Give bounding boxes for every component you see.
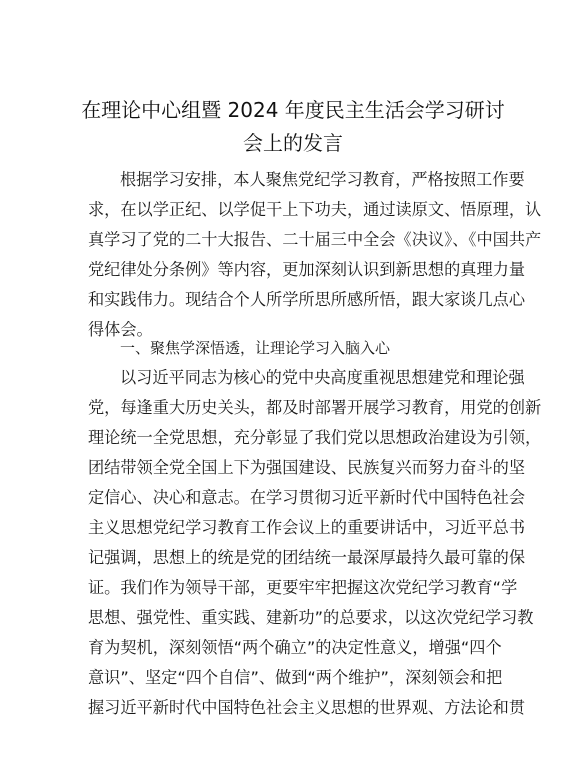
document-title-line-2: 会上的发言: [243, 131, 343, 155]
paragraph-line: 团结带领全党全国上下为强国建设、民族复兴而努力奋斗的坚: [88, 458, 526, 477]
paragraph-line: 求，在以学正纪、以学促干上下功夫，通过读原文、悟原理，认: [88, 200, 542, 219]
paragraph-line: 主义思想党纪学习教育工作会议上的重要讲话中，习近平总书: [88, 518, 526, 537]
paragraph-line: 党，每逢重大历史关头，都及时部署开展学习教育，用党的创新: [88, 398, 542, 417]
paragraph-line: 党纪律处分条例》等内容，更加深刻认识到新思想的真理力量: [88, 260, 526, 279]
paragraph-line: 根据学习安排，本人聚焦党纪学习教育，严格按照工作要: [120, 170, 525, 189]
document-title-line-1: 在理论中心组暨 2024 年度民主生活会学习研讨: [81, 98, 505, 122]
paragraph-line: 证。我们作为领导干部，更要牢牢把握这次党纪学习教育“学: [88, 578, 518, 597]
paragraph-line: 得体会。: [88, 320, 153, 339]
paragraph-line: 记强调，思想上的统是党的团结统一最深厚最持久最可靠的保: [88, 548, 526, 567]
paragraph-line: 意识”、坚定“四个自信”、做到“两个维护”，深刻领会和把: [88, 668, 503, 687]
paragraph-line: 和实践伟力。现结合个人所学所思所感所悟，跟大家谈几点心: [88, 290, 526, 309]
paragraph-line: 思想、强党性、重实践、建新功”的总要求，以这次党纪学习教: [88, 608, 534, 627]
paragraph-line: 以习近平同志为核心的党中央高度重视思想建党和理论强: [120, 368, 525, 387]
paragraph-line: 理论统一全党思想，充分彰显了我们党以思想政治建设为引领，: [88, 428, 542, 447]
paragraph-line: 握习近平新时代中国特色社会主义思想的世界观、方法论和贯: [88, 698, 526, 717]
paragraph-line: 定信心、决心和意志。在学习贯彻习近平新时代中国特色社会: [88, 488, 526, 507]
section-heading: 一、聚焦学深悟透，让理论学习入脑入心: [120, 339, 391, 357]
paragraph-line: 真学习了党的二十大报告、二十届三中全会《决议》、《中国共产: [88, 230, 542, 249]
paragraph-line: 育为契机，深刻领悟“两个确立”的决定性意义，增强“四个: [88, 638, 502, 657]
